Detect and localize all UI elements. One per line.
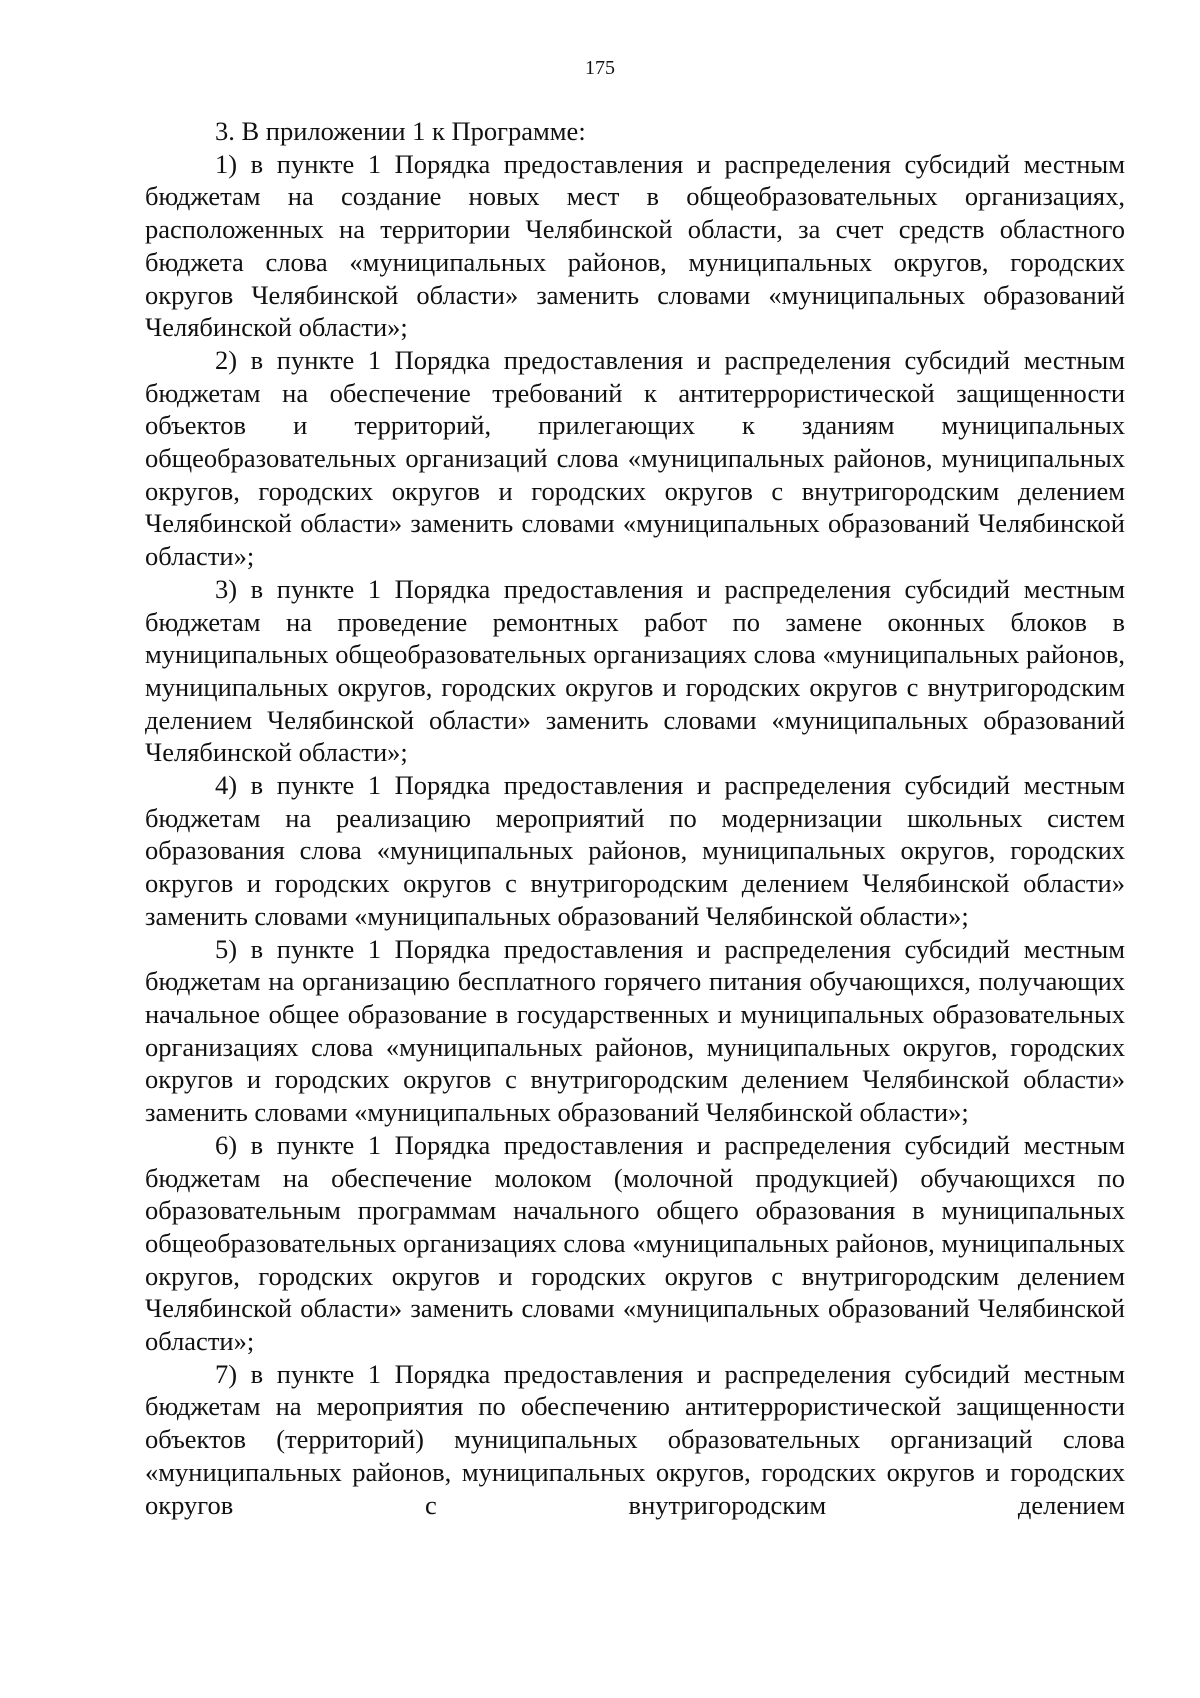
list-item: 4) в пункте 1 Порядка предоставления и распределения субсидий местным бюджетам на реализацию мероприятий по модернизации школьных систем образования слова «муниципальных районов, муниципальных округов, городских округов и городских округов с внутригородским делением Челябинской области» заменить словами «муниципальных образований Челябинской области»; xyxy=(145,770,1125,931)
list-item: 6) в пункте 1 Порядка предоставления и распределения субсидий местным бюджетам на обеспечение молоком (молочной продукцией) обучающихся по образовательным программам начального общего образования в муниципальных общеобразовательных организациях слова «муниципальных районов, муниципальных округов, городских округов и городских округов с внутригородским делением Челябинской области» заменить словами «муниципальных образований Челябинской области»; xyxy=(145,1129,1125,1357)
list-item: 7) в пункте 1 Порядка предоставления и распределения субсидий местным бюджетам на мероприятия по обеспечению антитеррористической защищенности объектов (территорий) муниципальных образовательных организаций слова «муниципальных районов, муниципальных округов, городских округов и городских округов с внутригородским делением xyxy=(145,1358,1125,1520)
document-body xyxy=(145,115,1125,1521)
page-number: 175 xyxy=(585,57,615,79)
list-item: 1) в пункте 1 Порядка предоставления и распределения субсидий местным бюджетам на создание новых мест в общеобразовательных организациях, расположенных на территории Челябинской области, за счет средств областного бюджета слова «муниципальных районов, муниципальных округов, городских округов Челябинской области» заменить словами «муниципальных образований Челябинской области»; xyxy=(145,148,1125,343)
list-item: 5) в пункте 1 Порядка предоставления и распределения субсидий местным бюджетам на организацию бесплатного горячего питания обучающихся, получающих начальное общее образование в государственных и муниципальных образовательных организациях слова «муниципальных районов, муниципальных округов, городских округов и городских округов с внутригородским делением Челябинской области» заменить словами «муниципальных образований Челябинской области»; xyxy=(145,933,1125,1128)
intro-paragraph: 3. В приложении 1 к Программе: xyxy=(215,116,586,146)
list-item: 3) в пункте 1 Порядка предоставления и распределения субсидий местным бюджетам на проведение ремонтных работ по замене оконных блоков в муниципальных общеобразовательных организациях слова «муниципальных районов, муниципальных округов, городских округов и городских округов с внутригородским делением Челябинской области» заменить словами «муниципальных образований Челябинской области»; xyxy=(145,573,1125,768)
list-item: 2) в пункте 1 Порядка предоставления и распределения субсидий местным бюджетам на обеспечение требований к антитеррористической защищенности объектов и территорий, прилегающих к зданиям муниципальных общеобразовательных организаций слова «муниципальных районов, муниципальных округов, городских округов и городских округов с внутригородским делением Челябинской области» заменить словами «муниципальных образований Челябинской области»; xyxy=(145,344,1125,572)
